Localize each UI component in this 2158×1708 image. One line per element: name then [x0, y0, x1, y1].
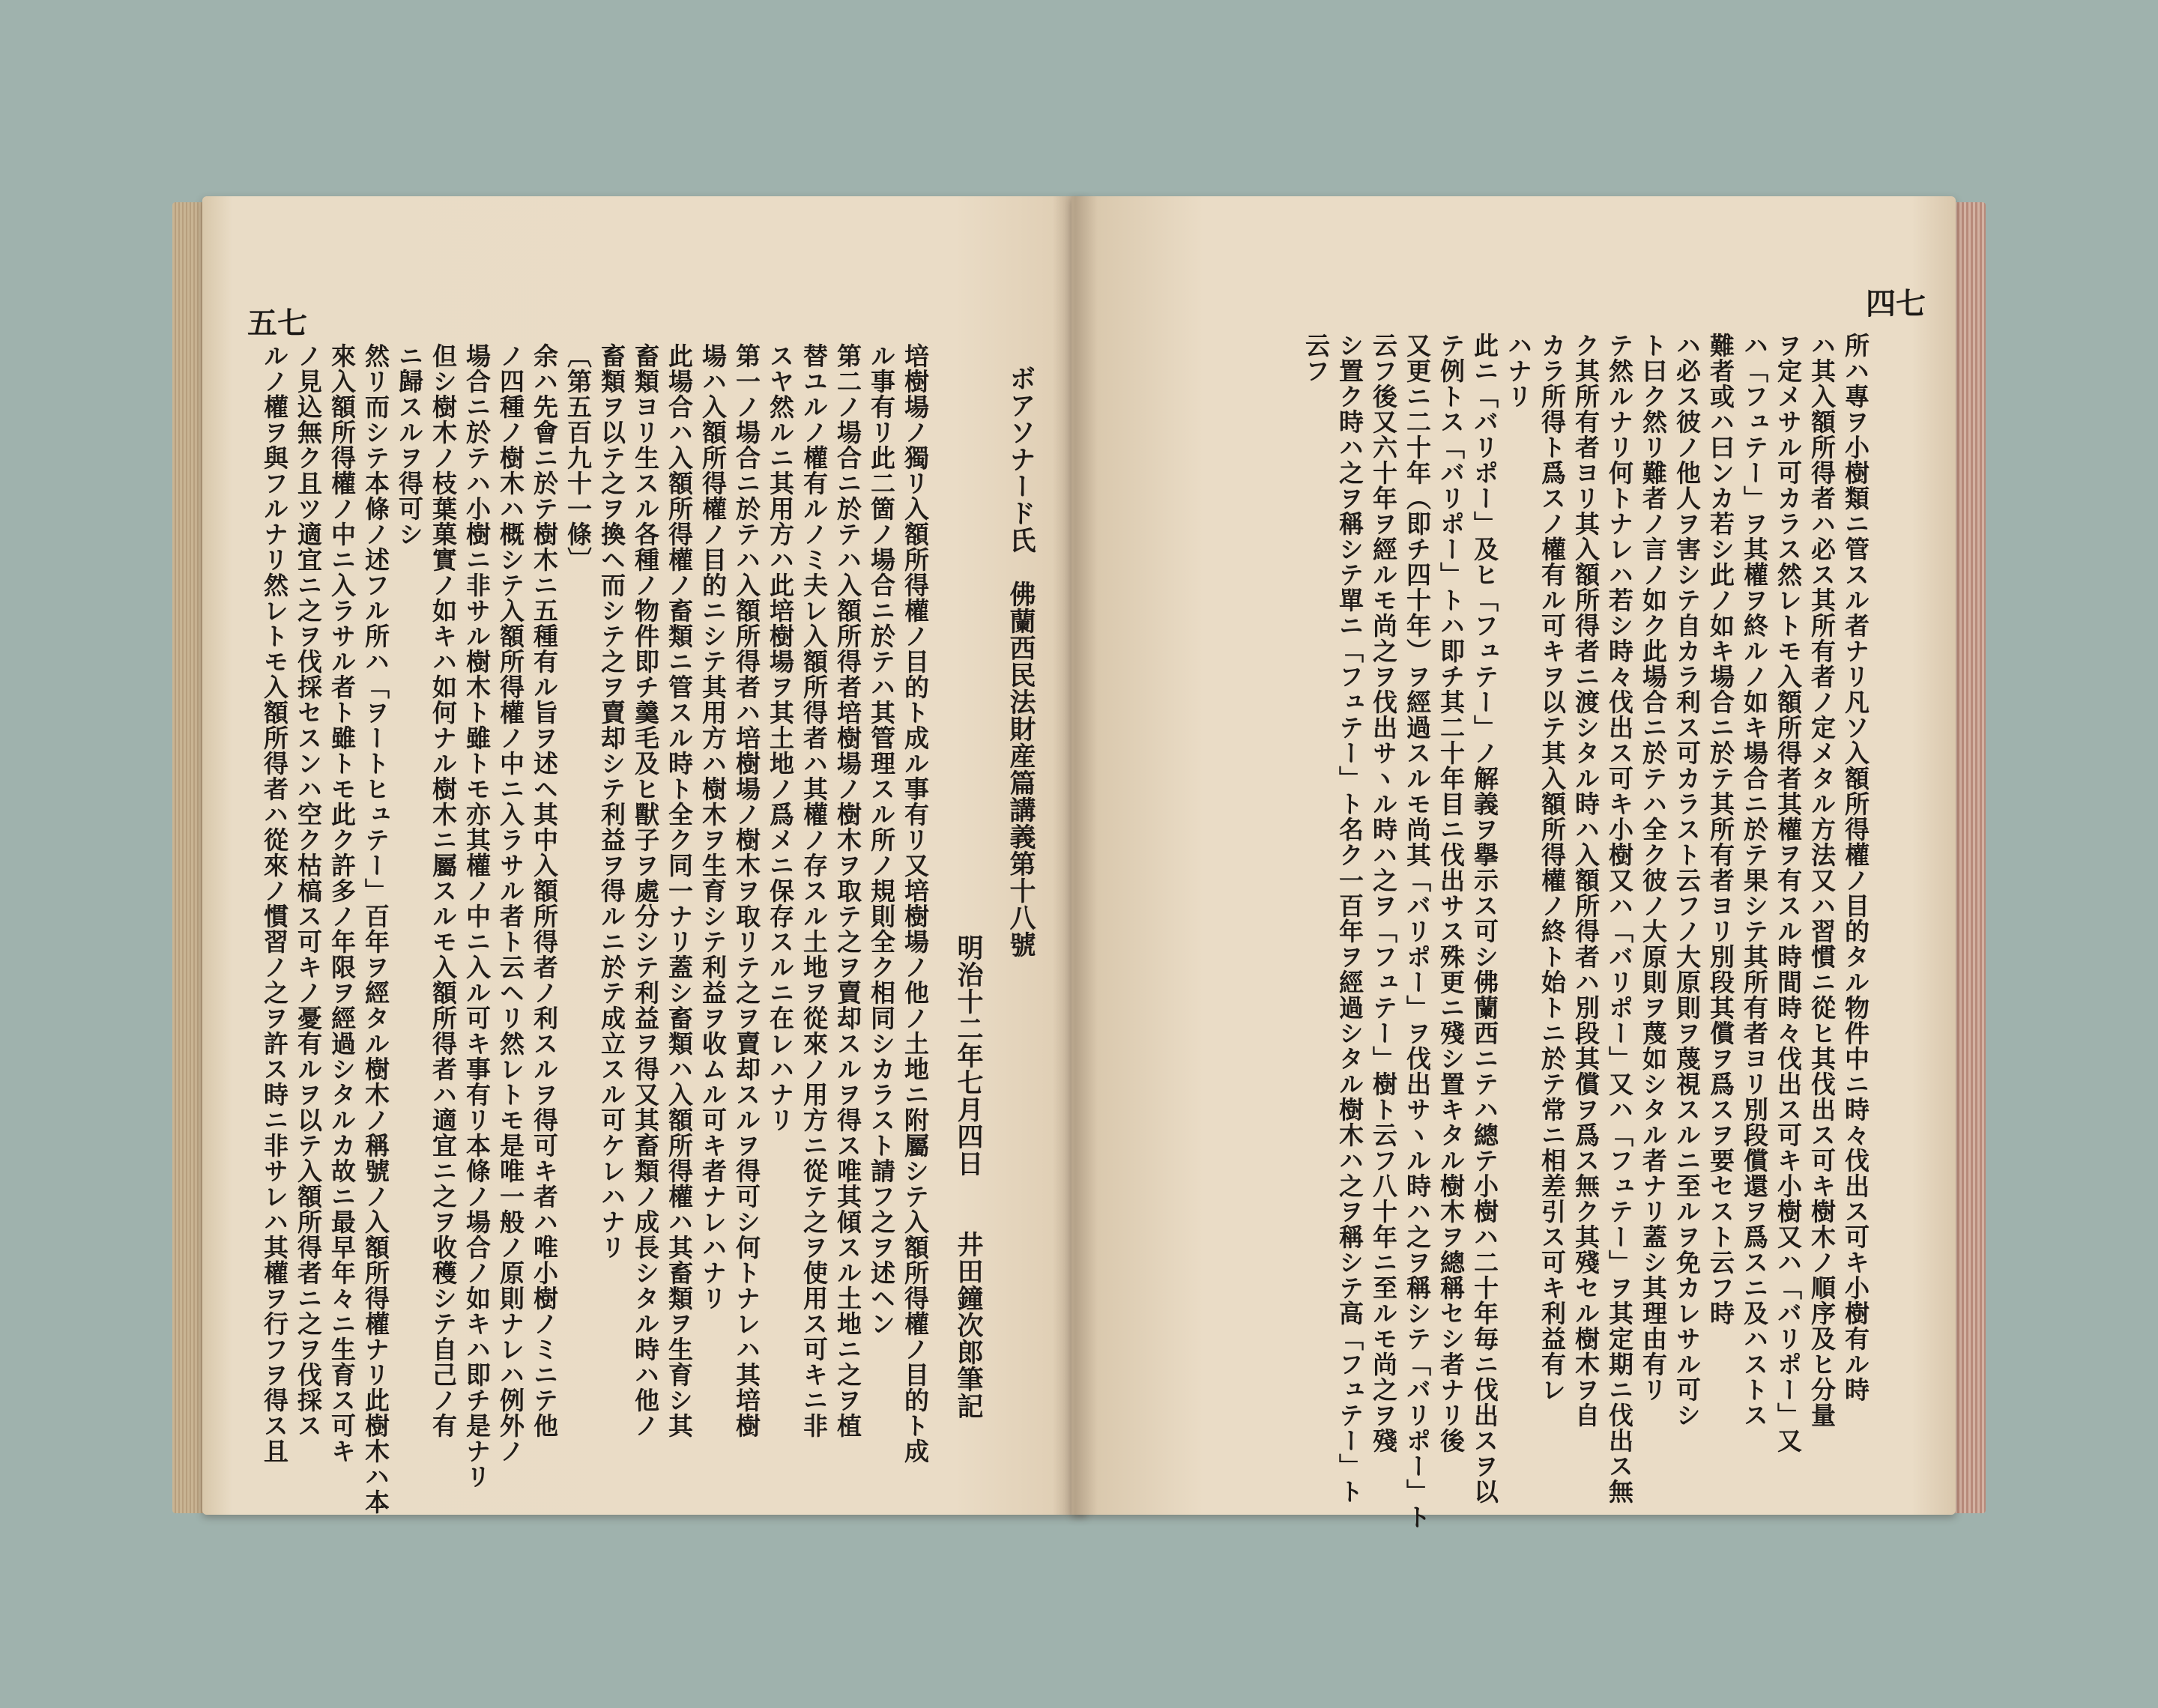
text-column: ト曰ク然リ難者ノ言ノ如ク此場合ニ於テハ全ク彼ノ大原則ヲ蔑如シタル者ナリ蓋シ其理由有リ [1639, 333, 1668, 1402]
text-column: 畜類ヨリ生スル各種ノ物件即チ羹毛及ヒ獸子ヲ處分シテ利益ヲ得又其畜類ノ成長シタル時ハ他ノ [631, 343, 660, 1438]
text-column: テ例トス「バリポー」トハ即チ其二十年目ニ伐出サス殊更ニ殘シ置キタル樹木ヲ總稱セシ者ナリ後 [1436, 333, 1466, 1453]
text-column: ヲ定メサル可カラス然レトモ入額所得者其權ヲ有スル時間時々伐出ス可キ小樹又ハ「バリポー」又 [1774, 333, 1803, 1453]
book-gutter [1053, 196, 1098, 1515]
text-column: 難者或ハ曰ンカ若シ此ノ如キ場合ニ於テ其所有者ヨリ別段其償ヲ爲スヲ要セスト云フ時 [1706, 333, 1735, 1326]
text-column: 場ハ入額所得權ノ目的ニシテ其用方ハ樹木ヲ生育シテ利益ヲ收ムル可キ者ナレハナリ [698, 343, 728, 1311]
text-column: 然リ而シテ本條ノ述フル所ハ「ヲートヒュテー」百年ヲ經タル樹木ノ稱號ノ入額所得權ナリ此樹木ハ本 [361, 343, 390, 1515]
text-column: ルノ權ヲ與フルナリ然レトモ入額所得者ハ從來ノ慣習ノ之ヲ許ス時ニ非サレハ其權ヲ行フヲ得ス且 [260, 343, 289, 1464]
right-page [1072, 196, 1956, 1530]
text-column: 但シ樹木ノ枝葉菓實ノ如キハ如何ナル樹木ニ屬スルモ入額所得者ハ適宜ニ之ヲ收穫シテ自己ノ有 [429, 343, 458, 1438]
page-number-left: 五七 [247, 306, 307, 341]
page-stack-left [172, 202, 205, 1513]
text-column: 場合ニ於テハ小樹ニ非サル樹木ト雖トモ亦其權ノ中ニ入ル可キ事有リ本條ノ場合ノ如キハ即チ是ナリ [462, 343, 492, 1489]
text-column: 云フ後又六十年ヲ經ルモ尚之ヲ伐出サヽル時ハ之ヲ「フュテー」樹ト云フ八十年ニ至ルモ尚之ヲ殘 [1369, 333, 1398, 1453]
text-column: ク其所有者ヨリ其入額所得者ニ渡シタル時ハ入額所得者ハ別段其償ヲ爲ス無ク其殘セル樹木ヲ自 [1571, 333, 1601, 1428]
text-column: 明治十二年七月四日 井田鐘次郎筆記 [953, 934, 984, 1420]
text-column: ハナリ [1504, 333, 1533, 409]
open-book [172, 187, 1986, 1528]
text-column: 余ハ先會ニ於テ樹木ニ五種有ル旨ヲ述ヘ其中入額所得者ノ利スルヲ得可キ者ハ唯小樹ノミニテ他 [530, 343, 559, 1438]
text-column: ハ「フュテー」ヲ其權ヲ終ルノ如キ場合ニ於テ果シテ其所有者ヨリ別段償還ヲ爲スニ及ハストス [1740, 333, 1769, 1428]
text-column: テ然ルナリ何トナレハ若シ時々伐出ス可キ小樹又ハ「バリポー」又ハ「フュテー」ヲ其定期ニ伐出ス無 [1605, 333, 1634, 1504]
page-stack-right [1953, 202, 1986, 1513]
text-column: 第一ノ場合ニ於テハ入額所得者ハ培樹場ノ樹木ヲ取リテ之ヲ賣却スルヲ得可シ何トナレハ其培樹 [732, 343, 761, 1438]
page-number-right: 四七 [1866, 286, 1926, 321]
left-page [202, 196, 1086, 1515]
text-column: 畜類ヲ以テ之ヲ換ヘ而シテ之ヲ賣却シテ利益ヲ得ルニ於テ成立スル可ケレハナリ [597, 343, 626, 1260]
text-column: 所ハ專ヲ小樹類ニ管スル者ナリ凡ソ入額所得權ノ目的タル物件中ニ時々伐出ス可キ小樹有ル時 [1841, 333, 1870, 1402]
text-column: ノ四種ノ樹木ハ概シテ入額所得權ノ中ニ入ラサル者ト云ヘリ然レトモ是唯一般ノ原則ナレハ例外ノ [496, 343, 525, 1464]
text-column: 來入額所得權ノ中ニ入ラサル者ト雖トモ此ク許多ノ年限ヲ經過シタルカ故ニ最早年々ニ生育ス可キ [327, 343, 357, 1464]
text-column: ノ見込無ク且ツ適宜ニ之ヲ伐採セスンハ空ク枯槁ス可キノ憂有ルヲ以テ入額所得者ニ之ヲ伐採ス [294, 343, 323, 1438]
text-column: シ置ク時ハ之ヲ稱シテ單ニ「フュテー」ト名ク一百年ヲ經過シタル樹木ハ之ヲ稱シテ高「フュテー」ト [1335, 333, 1364, 1504]
text-column: 培樹場ノ獨リ入額所得權ノ目的ト成ル事有リ又培樹場ノ他ノ土地ニ附屬シテ入額所得權ノ目的ト成 [901, 343, 930, 1464]
text-column: ハ其入額所得者ハ必ス其所有者ノ定メタル方法又ハ習慣ニ從ヒ其伐出ス可キ樹木ノ順序及ヒ分量 [1807, 333, 1837, 1428]
text-column: 第二ノ場合ニ於テハ入額所得者培樹場ノ樹木ヲ取テ之ヲ賣却スルヲ得ス唯其傾スル土地ニ之ヲ植 [833, 343, 862, 1438]
text-column: ル事有リ此二箇ノ場合ニ於テハ其管理スル所ノ規則全ク相同シカラスト請フ之ヲ述ヘン [867, 343, 896, 1336]
text-column: 〔第五百九十一條〕 [563, 343, 593, 572]
text-column: ハ必ス彼ノ他人ヲ害シテ自カラ利ス可カラスト云フノ大原則ヲ蔑視スルニ至ルヲ免カレサル可シ [1672, 333, 1702, 1428]
text-column: 此場合ハ入額所得權ノ畜類ニ管スル時ト全ク同一ナリ蓋シ畜類ハ入額所得權ハ其畜類ヲ生育シ其 [665, 343, 694, 1438]
text-column: ボアソナード氏 佛蘭西民法財産篇講義第十八號 [1006, 365, 1036, 958]
text-column: ニ歸スルヲ得可シ [395, 343, 424, 547]
text-column: 云フ [1302, 333, 1331, 384]
text-column: 替ユルノ權有ルノミ夫レ入額所得者ハ其權ノ存スル土地ヲ從來ノ用方ニ從テ之ヲ使用ス可キニ非 [800, 343, 829, 1438]
text-column: カラ所得ト爲スノ權有ル可キヲ以テ其入額所得權ノ終ト始トニ於テ常ニ相差引ス可キ利益有レ [1538, 333, 1567, 1402]
text-column: 又更ニ二十年（即チ四十年）ヲ經過スルモ尚其「バリポー」ヲ伐出サヽル時ハ之ヲ稱シテ「バリポー」ト [1403, 333, 1432, 1530]
text-column: スヤ然ルニ其用方ハ此培樹場ヲ其土地ノ爲メニ保存スルニ在レハナリ [766, 343, 795, 1133]
text-column: 此ニ「バリポー」及ヒ「フュテー」ノ解義ヲ擧示ス可シ佛蘭西ニテハ總テ小樹ハ二十年毎ニ伐出スヲ以 [1470, 333, 1499, 1504]
